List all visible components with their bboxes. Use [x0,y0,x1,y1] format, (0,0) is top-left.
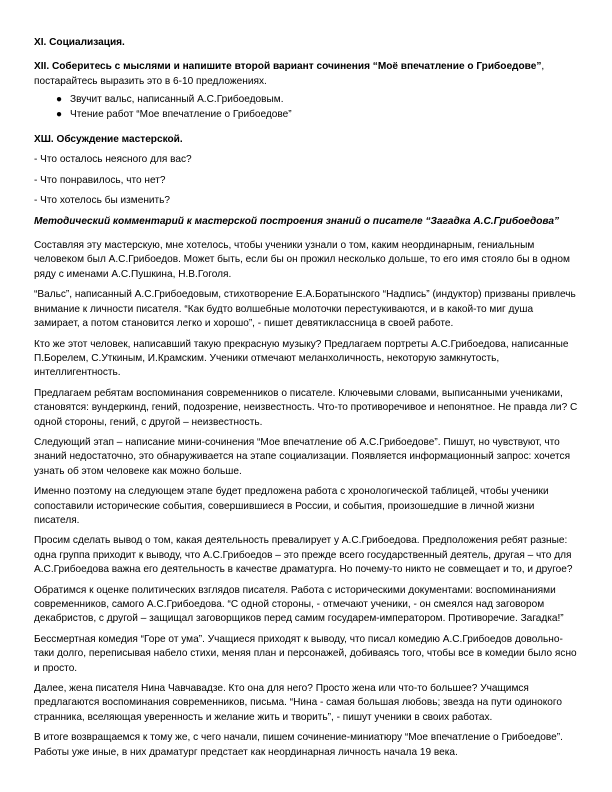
section-12-title-bold: XII. Соберитесь с мыслями и напишите второй вариант сочинения “Моё впечатление о Грибоедове” [34,61,542,73]
commentary-paragraph: Именно поэтому на следующем этапе будет предложена работа с хронологической таблицей, чтобы ученики сопоставили исторические события, совершившиеся в России, и события, произошедшие в личной жизни писателя. [34,486,549,526]
commentary-paragraph: Далее, жена писателя Нина Чавчавадзе. Кто она для него? Просто жена или что-то большее? Учащимся предлагаются воспоминания современников, письма. “Нина - самая большая любовь; звезда на пути одинокого странника, вселяющая уверенность и желание жить и творить”, - пишут ученики в своих работах. [34,683,562,723]
commentary-paragraph: Просим сделать вывод о том, какая деятельность превалирует у А.С.Грибоедова. Предположения ребят разные: одна группа приходит к выводу, что А.С.Грибоедов – это прежде всего государственный деятель, другая – что для А.С.Грибоедова важна его деятельность в качестве драматурга. Но почему-то никто не совмещает и то, и другое? [34,535,573,576]
bullet-item: ● Звучит вальс, написанный А.С.Грибоедовым. [56,93,579,107]
discussion-question: - Что хотелось бы изменить? [34,195,171,207]
section-12-heading [34,60,579,89]
bullet-icon: ● [56,94,63,106]
commentary-paragraph: Кто же этот человек, написавший такую прекрасную музыку? Предлагаем портреты А.С.Грибоедова, написанные П.Борелем, С.Уткиным, И.Крамским. Ученики отмечают меланхоличность, некоторую замкнутость, интеллигентность. [34,338,569,379]
commentary-paragraph: “Вальс”, написанный А.С.Грибоедовым, стихотворение Е.А.Боратынского “Надпись” (индуктор) призваны привлечь внимание к личности писателя. “Как будто волшебные молоточки перестукиваются, и в какой-то миг душа замирает, а потом становится легко и хорошо”, - пишет девятиклассница в своей работе. [34,289,576,330]
commentary-paragraph: Обратимся к оценке политических взглядов писателя. Работа с историческими документами: воспоминаниями современников, самого А.С.Грибоедова. “С одной стороны, - отмечают ученики, - он смеялся над заговором декабристов, с другой – защищал заговорщиков перед самим государем-императором. Противоречие. Загадка!” [34,584,564,625]
commentary-paragraph: Бессмертная комедия “Горе от ума”. Учащиеся приходят к выводу, что писал комедию А.С.Грибоедов довольно-таки долго, переписывая набело стихи, меняя план и персонажей, добиваясь того, чтобы все в комедии было ясно и просто. [34,633,577,674]
commentary-paragraph: Следующий этап – написание мини-сочинения “Мое впечатление об А.С.Грибоедове”. Пишут, но чувствуют, что знаний недостаточно, это обнаруживается на этапе социализации. Появляется информационный запрос: хочется узнать об этом человеке как можно больше. [34,436,571,477]
commentary-heading: Методический комментарий к мастерской построения знаний о писателе “Загадка А.С.Грибоедова” [34,215,560,227]
commentary-paragraph: В итоге возвращаемся к тому же, с чего начали, пишем сочинение-миниатюру “Мое впечатление о Грибоедове”. Работы уже иные, в них драматург предстает как неординарная личность начала 19 века. [34,732,563,758]
commentary-paragraph: Составляя эту мастерскую, мне хотелось, чтобы ученики узнали о том, каким неординарным, гениальным человеком был А.С.Грибоедов. Может быть, если бы он прожил несколько дольше, то его имя стояло бы в одном ряду с именами А.С.Пушкина, Н.В.Гоголя. [34,240,570,280]
section-12-bullet-list [34,93,579,122]
bullet-item: ● Чтение работ “Мое впечатление о Грибоедове” [56,108,579,122]
section-13-heading: ХШ. Обсуждение мастерской. [34,134,183,146]
discussion-question: - Что понравилось, что нет? [34,174,166,186]
discussion-question: - Что осталось неясного для вас? [34,154,192,166]
section-11-heading: XI. Социализация. [34,37,125,48]
document-page [34,36,579,760]
section-12-title-rest: , постарайтесь выразить это в 6-10 предложениях. [34,61,545,87]
bullet-icon: ● [56,108,63,120]
commentary-paragraph: Предлагаем ребятам воспоминания современников о писателе. Ключевыми словами, выписанными учениками, становятся: вундеркинд, гений, подозрение, неизвестность. Что-то противоречивое и непонятное. Не правда ли? С одной стороны, гений, с другой – неизвестность. [34,387,578,428]
